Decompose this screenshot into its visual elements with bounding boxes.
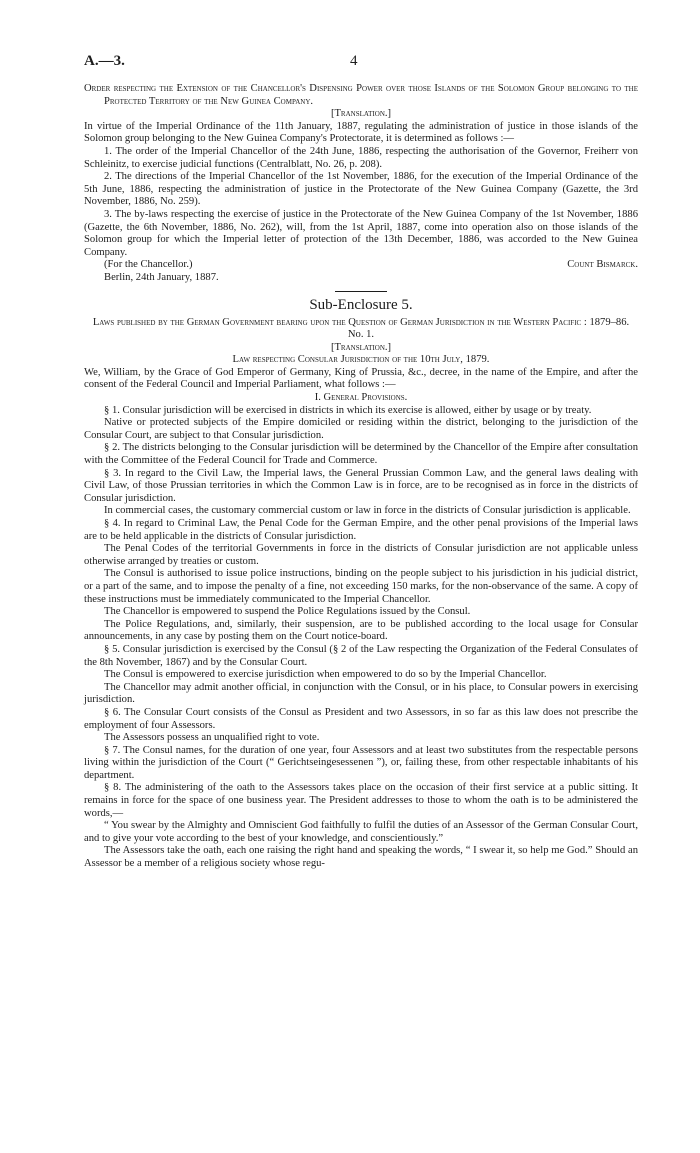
order-title: Order respecting the Extension of the Chancellor's Dispensing Power over those Islands of the Solomon Group belonging to the Protected Territory of the New Guinea Company. <box>84 83 638 107</box>
law-paragraph: The Consul is empowered to exercise jurisdiction when empowered to do so by the Imperial Chancellor. <box>104 669 547 681</box>
law-paragraph: The Chancellor is empowered to suspend the Police Regulations issued by the Consul. <box>104 606 471 618</box>
law-paragraph: The Penal Codes of the territorial Governments in force in the districts of Consular jurisdiction are not applicable unless otherwise arranged by treaties or custom. <box>84 543 638 567</box>
order-intro: In virtue of the Imperial Ordinance of the 11th January, 1887, regulating the administration of justice in those islands of the Solomon group belonging to the New Guinea Company's Protectorate, it is determined as follows :— <box>84 120 638 145</box>
section-divider <box>335 291 387 292</box>
law-paragraph: § 7. The Consul names, for the duration of one year, four Assessors and at least two substitutes from the respectable persons living within the jurisdiction of the Court (“ Gerichtseingesessenen ”), or, failing these, from other respectable inhabitants of his department. <box>84 744 638 781</box>
sub-enclosure-heading: Sub-Enclosure 5. <box>309 296 413 313</box>
law-title: Law respecting Consular Jurisdiction of the 10th July, 1879. <box>232 354 490 366</box>
order-translation-note: [Translation.] <box>330 108 392 120</box>
for-chancellor-note: (For the Chancellor.) <box>104 259 193 271</box>
law-paragraph: The Assessors take the oath, each one raising the right hand and speaking the words, “ I swear it, so help me God.” Should an Assessor be a member of a religious society whose regu- <box>84 845 638 870</box>
law-paragraph: § 4. In regard to Criminal Law, the Penal Code for the German Empire, and the other penal provisions of the Imperial laws are to be held applicable in the districts of Consular jurisdiction. <box>84 518 638 542</box>
law-paragraph: § 5. Consular jurisdiction is exercised by the Consul (§ 2 of the Law respecting the Organization of the Federal Consulates of the 8th November, 1867) and by the Consular Court. <box>84 643 638 668</box>
place-and-date: Berlin, 24th January, 1887. <box>104 271 219 283</box>
section-heading: I. General Provisions. <box>314 392 408 404</box>
law-paragraph: “ You swear by the Almighty and Omniscient God faithfully to fulfil the duties of an Assessor of the German Consular Court, and to give your vote according to the best of your knowledge, and conscientiously.” <box>84 820 638 844</box>
law-translation-note: [Translation.] <box>330 341 392 353</box>
law-preamble: We, William, by the Grace of God Emperor of Germany, King of Prussia, &c., decree, in the name of the Empire, and after the consent of the Federal Council and Imperial Parliament, what follows :— <box>84 366 638 391</box>
signatory-name: Count Bismarck. <box>567 259 638 271</box>
law-paragraph: § 3. In regard to the Civil Law, the Imperial laws, the General Prussian Common Law, and the general laws dealing with Civil Law, of those Prussian territories in which the Common Law is in force, are to be recognised as in force in the districts of Consular jurisdiction. <box>84 467 638 504</box>
law-paragraph: The Police Regulations, and, similarly, their suspension, are to be published according to the local usage for Consular announcements, in any case by posting them on the Court notice-board. <box>84 618 638 643</box>
order-paragraph-1: 1. The order of the Imperial Chancellor of the 24th June, 1886, respecting the authorisation of the Governor, Freiherr von Schleinitz, to exercise judicial functions (Centralblatt, No. 26, p. 208). <box>84 145 638 170</box>
law-paragraph: § 6. The Consular Court consists of the Consul as President and two Assessors, in so far as this law does not prescribe the employment of four Assessors. <box>84 706 638 731</box>
law-paragraph: The Chancellor may admit another official, in conjunction with the Consul, or in his place, to Consular powers in exercising jurisdiction. <box>84 681 638 706</box>
order-paragraph-2: 2. The directions of the Imperial Chancellor of the 1st November, 1886, for the execution of the Imperial Ordinance of the 5th June, 1886, respecting the administration of justice in the Protectorate of the New Guinea Company (Gazette, the 3rd November, 1886, No. 259). <box>84 171 638 208</box>
law-paragraph: Native or protected subjects of the Empire domiciled or residing within the district, belonging to the jurisdiction of the Consular Court, are subject to that Consular jurisdiction. <box>84 417 638 441</box>
law-number: No. 1. <box>347 329 375 341</box>
laws-title: Laws published by the German Government bearing upon the Question of German Jurisdiction in the Western Pacific : 1879–86. <box>92 316 630 328</box>
law-paragraph: In commercial cases, the customary commercial custom or law in force in the districts of Consular jurisdiction is applicable. <box>104 505 631 517</box>
law-paragraph: § 1. Consular jurisdiction will be exercised in districts in which its exercise is allowed, either by usage or by treaty. <box>104 404 592 416</box>
document-reference: A.—3. <box>84 53 125 69</box>
law-paragraph: The Consul is authorised to issue police instructions, binding on the people subject to his jurisdiction in his judicial district, or a part of the same, and to impose the penalty of a fine, not exceeding 150 marks, for the non-observance of the same. A copy of these instructions must be immediately communicated to the Imperial Chancellor. <box>84 568 638 605</box>
law-paragraph: § 8. The administering of the oath to the Assessors takes place on the occasion of their first service at a public sitting. It remains in force for the space of one business year. The President addresses to those to whom the oath is to be administered the words,— <box>84 782 638 819</box>
page-header <box>84 55 638 75</box>
law-paragraph: § 2. The districts belonging to the Consular jurisdiction will be determined by the Chancellor of the Empire after consultation with the Committee of the Federal Council for Trade and Commerce. <box>84 442 638 467</box>
law-paragraph: The Assessors possess an unqualified right to vote. <box>104 732 320 744</box>
page-number: 4 <box>350 53 358 69</box>
order-paragraph-3: 3. The by-laws respecting the exercise of justice in the Protectorate of the New Guinea Company of the 1st November, 1886 (Gazette, the 6th November, 1886, No. 262), will, from the 1st April, 1887, come into operation also on those islands of the Solomon group for which the Imperial letter of protection of the 13th December, 1886, was accorded to the New Guinea Company. <box>84 208 638 258</box>
order-signature-line <box>84 259 638 272</box>
document-page <box>84 55 638 871</box>
law-body <box>84 405 638 871</box>
